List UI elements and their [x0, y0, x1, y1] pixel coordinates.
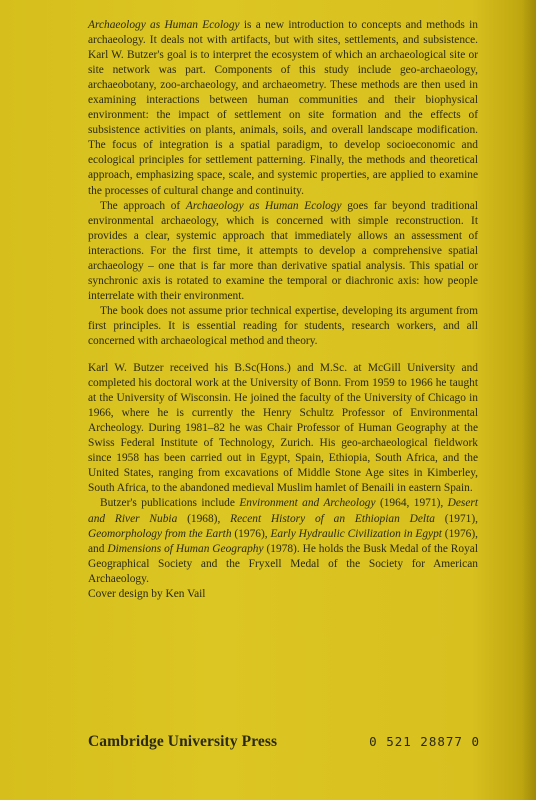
section-gap [88, 349, 478, 361]
spine-edge [522, 0, 536, 800]
publication-title: Dimensions of Human Geography [107, 542, 264, 555]
book-title: Archaeology as Human Ecology [185, 199, 342, 212]
author-bio-paragraph-1: Karl W. Butzer received his B.Sc(Hons.) and M.Sc. at McGill University and completed his doctoral work at the University of Bonn. From 1959 to 1966 he taught at the University of Wisconsin. He joined the faculty of the University of Chicago in 1966, where he is currently the Henry Schultz Professor of Environmental Archeology. During 1981–82 he was Chair Professor of Human Geography at the Swiss Federal Institute of Technology, Zurich. His geo-archaeological fieldwork since 1958 has been carried out in Egypt, Spain, Ethiopia, South Africa, and the United States, ranging from excavations of Middle Stone Age sites in Kimberley, South Africa, to the abandoned medieval Muslim hamlet of Benaili in eastern Spain. [88, 362, 478, 495]
publisher-name: Cambridge University Press [88, 733, 278, 750]
author-bio-paragraph-2: Butzer's publications include Environment and Archeology (1964, 1971), Desert and River Nubia (1968), Recent History of an Ethiopian Delta (1971), Geomorphology from the Earth (1976), Early Hydraulic Civilization in Egypt (1976), and Dimensions of Human Geography (1978). He holds the Busk Medal of the Royal Geographical Society and the Fryxell Medal of the Society for American Archaeology. [88, 497, 479, 585]
publication-title: Geomorphology from the Earth [88, 527, 232, 540]
publication-title: Environment and Archeology [239, 497, 376, 510]
isbn-number: 0 521 28877 0 [369, 734, 480, 749]
publication-title: Early Hydraulic Civilization in Egypt [270, 527, 442, 540]
cover-design-credit: Cover design by Ken Vail [88, 587, 206, 600]
blurb-paragraph-3: The book does not assume prior technical expertise, developing its argument from first principles. It is essential reading for students, research workers, and all concerned with archaeological method and theory. [88, 304, 478, 347]
publication-title: Recent History of an Ethiopian Delta [230, 512, 435, 525]
publication-title: Desert and River Nubia [88, 497, 478, 525]
book-title: Archaeology as Human Ecology [88, 19, 240, 31]
back-cover-text [88, 18, 478, 602]
blurb-paragraph-1: Archaeology as Human Ecology is a new introduction to concepts and methods in archaeology. It deals not with artifacts, but with sites, settlements, and subsistence. Karl W. Butzer's goal is to interpret the ecosystem of which an archaeological site or site network was part. Components of this study include geo-archaeology, archaeobotany, zoo-archaeology, and archaeometry. These methods are then used in examining interactions between human communities and their biophysical environment: the impact of settlement on site formation and the effects of subsistence activities on plants, animals, soils, and overall landscape modification. The focus of integration is a spatial paradigm, to develop socioeconomic and ecological principles for settlement patterning. Finally, the methods and theoretical approach, emphasizing space, scale, and systemic properties, are applied to examine the processes of cultural change and continuity. [88, 19, 478, 197]
publisher-footer [88, 733, 480, 751]
blurb-paragraph-2: The approach of Archaeology as Human Ecology goes far beyond traditional environmental archaeology, which is concerned with simple reconstruction. It provides a clear, systemic approach that immediately allows an assessment of interactions. For the first time, it attempts to develop a comprehensive spatial archaeology – one that is far more than derivative spatial analysis. This spatial or synchronic axis is rotated to examine the temporal or diachronic axis: how people interrelate with their environment. [88, 199, 478, 302]
